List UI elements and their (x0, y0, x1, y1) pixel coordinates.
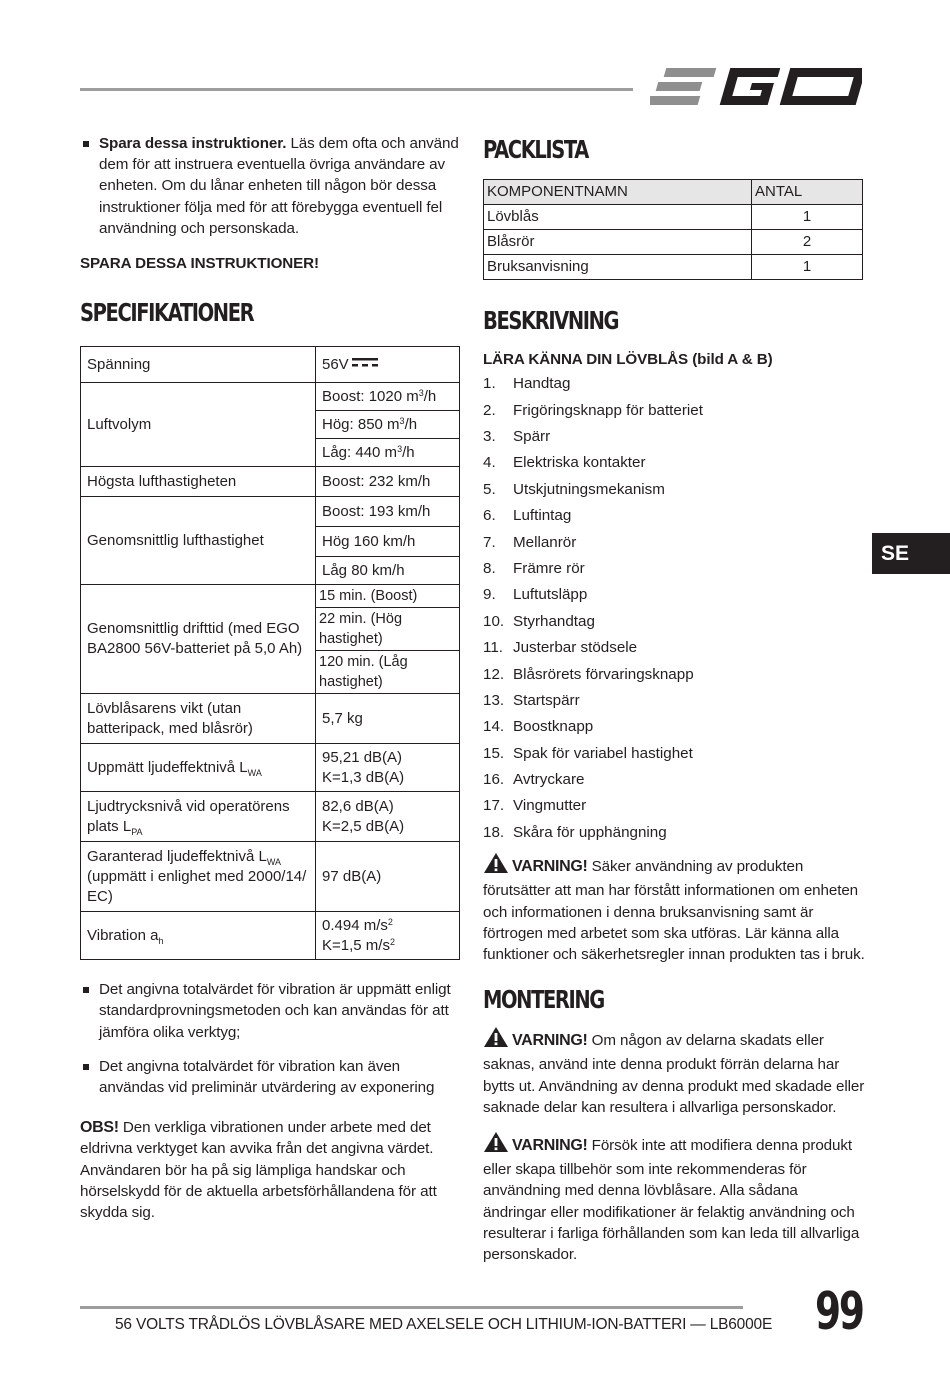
part-label: Mellanrör (513, 533, 577, 551)
right-column (483, 133, 865, 1265)
spec-label: Vibration $a_h$ (81, 912, 316, 960)
packlist-title: PACKLISTA (483, 135, 588, 164)
part-number: 7. (483, 533, 496, 551)
spec-value: Låg: 440 $m^3/h$ (316, 439, 460, 467)
spec-row-guaranteed-lwa (81, 842, 460, 912)
bullet-marker (83, 1064, 89, 1070)
part-item (483, 820, 865, 846)
spec-row-lwa (81, 744, 460, 792)
part-number: 17. (483, 797, 505, 815)
part-number: 9. (483, 586, 496, 604)
part-number: 15. (483, 744, 505, 762)
bullet-marker (83, 987, 89, 993)
spec-row-airflow (81, 383, 460, 411)
spec-title: SPECIFIKATIONER (80, 298, 254, 328)
part-label: Blåsrörets förvaringsknapp (513, 665, 694, 683)
part-number: 12. (483, 665, 505, 683)
spec-label: Lövblåsarens vikt (utan batteripack, med blåsrör) (81, 694, 316, 744)
spec-value: 97 dB(A) (316, 842, 460, 912)
spec-value: Hög 160 km/h (316, 527, 460, 557)
spec-value: Boost: 1020 $m^3/h$ (316, 383, 460, 411)
part-item (483, 424, 865, 450)
spec-label: Genomsnittlig lufthastighet (81, 497, 316, 585)
spec-value: Boost: 193 km/h (316, 497, 460, 527)
part-number: 14. (483, 718, 505, 736)
part-number: 16. (483, 771, 505, 789)
packlist-qty: 2 (752, 230, 863, 255)
part-item (483, 371, 865, 397)
spec-label: Genomsnittlig drifttid (med EGO BA2800 56V-batteriet på 5,0 Ah) (81, 585, 316, 694)
obs-label: OBS! (80, 1119, 119, 1137)
packlist-row (484, 230, 863, 255)
spec-label: Ljudtrycksnivå vid operatörens plats $L_{PA}$ (81, 792, 316, 842)
packlist-name: Blåsrör (484, 230, 752, 255)
spec-label: Högsta lufthastigheten (81, 467, 316, 497)
packlist-qty: 1 (752, 205, 863, 230)
spec-label: Uppmätt ljudeffektnivå $L_{WA}$ (81, 744, 316, 792)
spec-value: Boost: 232 km/h (316, 467, 460, 497)
part-item (483, 688, 865, 714)
part-item (483, 662, 865, 688)
intro-bold: Spara dessa instruktioner. (99, 135, 287, 152)
parts-list (483, 371, 865, 846)
packlist-header: ANTAL (752, 180, 863, 205)
page-number: 99 (815, 1282, 863, 1342)
bullet-marker (83, 141, 89, 147)
part-number: 13. (483, 691, 505, 709)
part-number: 3. (483, 427, 496, 445)
warning-triangle-icon (483, 1026, 509, 1054)
part-item (483, 635, 865, 661)
packlist-name: Bruksanvisning (484, 255, 752, 280)
warning-label: VARNING! (512, 1137, 588, 1155)
spec-row-avg-speed (81, 497, 460, 527)
part-label: Elektriska kontakter (513, 454, 646, 472)
packlist-header: KOMPONENTNAMN (484, 180, 752, 205)
part-number: 1. (483, 375, 496, 393)
part-item (483, 582, 865, 608)
warning-text: Om någon av delarna skadats eller saknas, använd inte denna produkt förrän delarna har bytts ut. Användning av denna produkt med skadade eller saknade delar kan resultera i allvarliga personskador. (483, 1032, 865, 1116)
spec-value: Låg 80 km/h (316, 557, 460, 585)
spec-label: Luftvolym (81, 383, 316, 467)
part-number: 6. (483, 507, 496, 525)
spec-value: 82,6 dB(A) K=2,5 dB(A) (316, 792, 460, 842)
save-notice: SPARA DESSA INSTRUKTIONER! (80, 255, 320, 273)
part-label: Startspärr (513, 691, 580, 709)
part-item (483, 477, 865, 503)
warning-triangle-icon (483, 852, 509, 880)
vibration-bullet-2 (80, 1056, 460, 1098)
part-number: 11. (483, 639, 503, 657)
ego-logo (650, 62, 862, 117)
part-label: Handtag (513, 375, 571, 393)
intro-text: Läs dem ofta och använd dem för att instruera eventuella övriga användare av enheten. Om du lånar enheten till någon bör dessa instruktioner följa med för att förebygga eventuell fel användning och personskada. (99, 135, 459, 237)
spec-row-max-speed (81, 467, 460, 497)
part-number: 2. (483, 401, 496, 419)
bullet-text: Det angivna totalvärdet för vibration kan även användas vid preliminär utvärdering av exponering (99, 1057, 435, 1097)
part-item (483, 609, 865, 635)
packlist-row (484, 205, 863, 230)
part-label: Skåra för upphängning (513, 823, 667, 841)
part-item (483, 741, 865, 767)
vibration-bullet-1 (80, 979, 460, 1043)
warning-text: Säker användning av produkten förutsätter att man har förstått informationen om enheten och informationen i denna bruksanvisning samt är förtrogen med arbetet som ska utföras. Lär känna alla funktioner och säkerhetsregler innan produkten tas i bruk. (483, 858, 865, 964)
part-label: Styrhandtag (513, 612, 595, 630)
part-number: 5. (483, 480, 496, 498)
part-number: 8. (483, 559, 496, 577)
part-item (483, 793, 865, 819)
left-column (80, 133, 460, 1223)
description-title: BESKRIVNING (483, 306, 619, 335)
part-label: Frigöringsknapp för batteriet (513, 401, 703, 419)
part-item (483, 556, 865, 582)
part-label: Avtryckare (513, 771, 585, 789)
part-label: Främre rör (513, 559, 585, 577)
part-item (483, 714, 865, 740)
description-subtitle: LÄRA KÄNNA DIN LÖVBLÅS (bild A & B) (483, 351, 773, 368)
mounting-title: MONTERING (483, 985, 604, 1015)
bullet-text: Det angivna totalvärdet för vibration är uppmätt enligt standardprovningsmetoden och kan användas för att jämföra olika verktyg; (99, 981, 451, 1041)
warning-3 (483, 1131, 865, 1265)
part-label: Justerbar stödsele (513, 639, 638, 657)
header-rule (80, 88, 633, 91)
spec-value: 5,7 kg (316, 694, 460, 744)
obs-text: Den verkliga vibrationen under arbete med det eldrivna verktyget kan avvika från det angivna värdet. Användaren bör ha på sig lämpliga handskar och hörselskydd för de aktuella arbetsförhållandena för att skydda sig. (80, 1119, 437, 1222)
spec-row-runtime (81, 585, 460, 608)
packlist-qty: 1 (752, 255, 863, 280)
warning-1 (483, 852, 865, 965)
spec-value: 120 min. (Låg hastighet) (316, 651, 460, 694)
part-number: 18. (483, 823, 505, 841)
spec-value: 22 min. (Hög hastighet) (316, 608, 460, 651)
spec-row-lpa (81, 792, 460, 842)
spec-value: 15 min. (Boost) (316, 585, 460, 608)
part-label: Boostknapp (513, 718, 594, 736)
packlist-table (483, 179, 863, 280)
part-item (483, 450, 865, 476)
spec-row-weight (81, 694, 460, 744)
spec-value: Hög: 850 $m^3/h$ (316, 411, 460, 439)
part-label: Vingmutter (513, 797, 587, 815)
part-label: Utskjutningsmekanism (513, 480, 665, 498)
warning-label: VARNING! (512, 858, 588, 876)
packlist-header-row (484, 180, 863, 205)
spec-value: 0.494 $m/s^2$ K=1,5 $m/s^2$ (316, 912, 460, 960)
spec-label: Spänning (81, 347, 316, 383)
part-label: Spak för variabel hastighet (513, 744, 693, 762)
part-label: Spärr (513, 427, 551, 445)
obs-note (80, 1117, 460, 1223)
spec-row-vibration (81, 912, 460, 960)
packlist-name: Lövblås (484, 205, 752, 230)
part-item (483, 767, 865, 793)
language-tab: SE (872, 533, 950, 574)
part-item (483, 503, 865, 529)
warning-label: VARNING! (512, 1032, 588, 1050)
footer-text: 56 VOLTS TRÅDLÖS LÖVBLÅSARE MED AXELSELE OCH LITHIUM-ION-BATTERI — LB6000E (115, 1316, 773, 1333)
spec-label: Garanterad ljudeffektnivå $L_{WA}$ (uppmätt i enlighet med 2000/14/ EC) (81, 842, 316, 912)
warning-text: Försök inte att modifiera denna produkt eller skapa tillbehör som inte rekommenderas för användning med denna lövblåsare. Alla sådana ändringar eller modifikationer är felaktig användning och resulterar i farliga förhållanden som kan leda till allvarliga personskador. (483, 1137, 860, 1264)
footer-rule (80, 1306, 743, 1309)
intro-bullet (80, 133, 460, 239)
warning-triangle-icon (483, 1131, 509, 1159)
spec-row-voltage (81, 347, 460, 383)
part-item (483, 530, 865, 556)
part-number: 4. (483, 454, 496, 472)
spec-value: 95,21 dB(A) K=1,3 dB(A) (316, 744, 460, 792)
voltage-value: 56V (322, 355, 349, 373)
part-number: 10. (483, 612, 505, 630)
packlist-row (484, 255, 863, 280)
warning-2 (483, 1026, 865, 1118)
part-item (483, 398, 865, 424)
part-label: Luftutsläpp (513, 586, 588, 604)
spec-value (316, 347, 460, 383)
dc-symbol-icon (352, 355, 378, 375)
spec-table (80, 346, 460, 960)
part-label: Luftintag (513, 507, 572, 525)
